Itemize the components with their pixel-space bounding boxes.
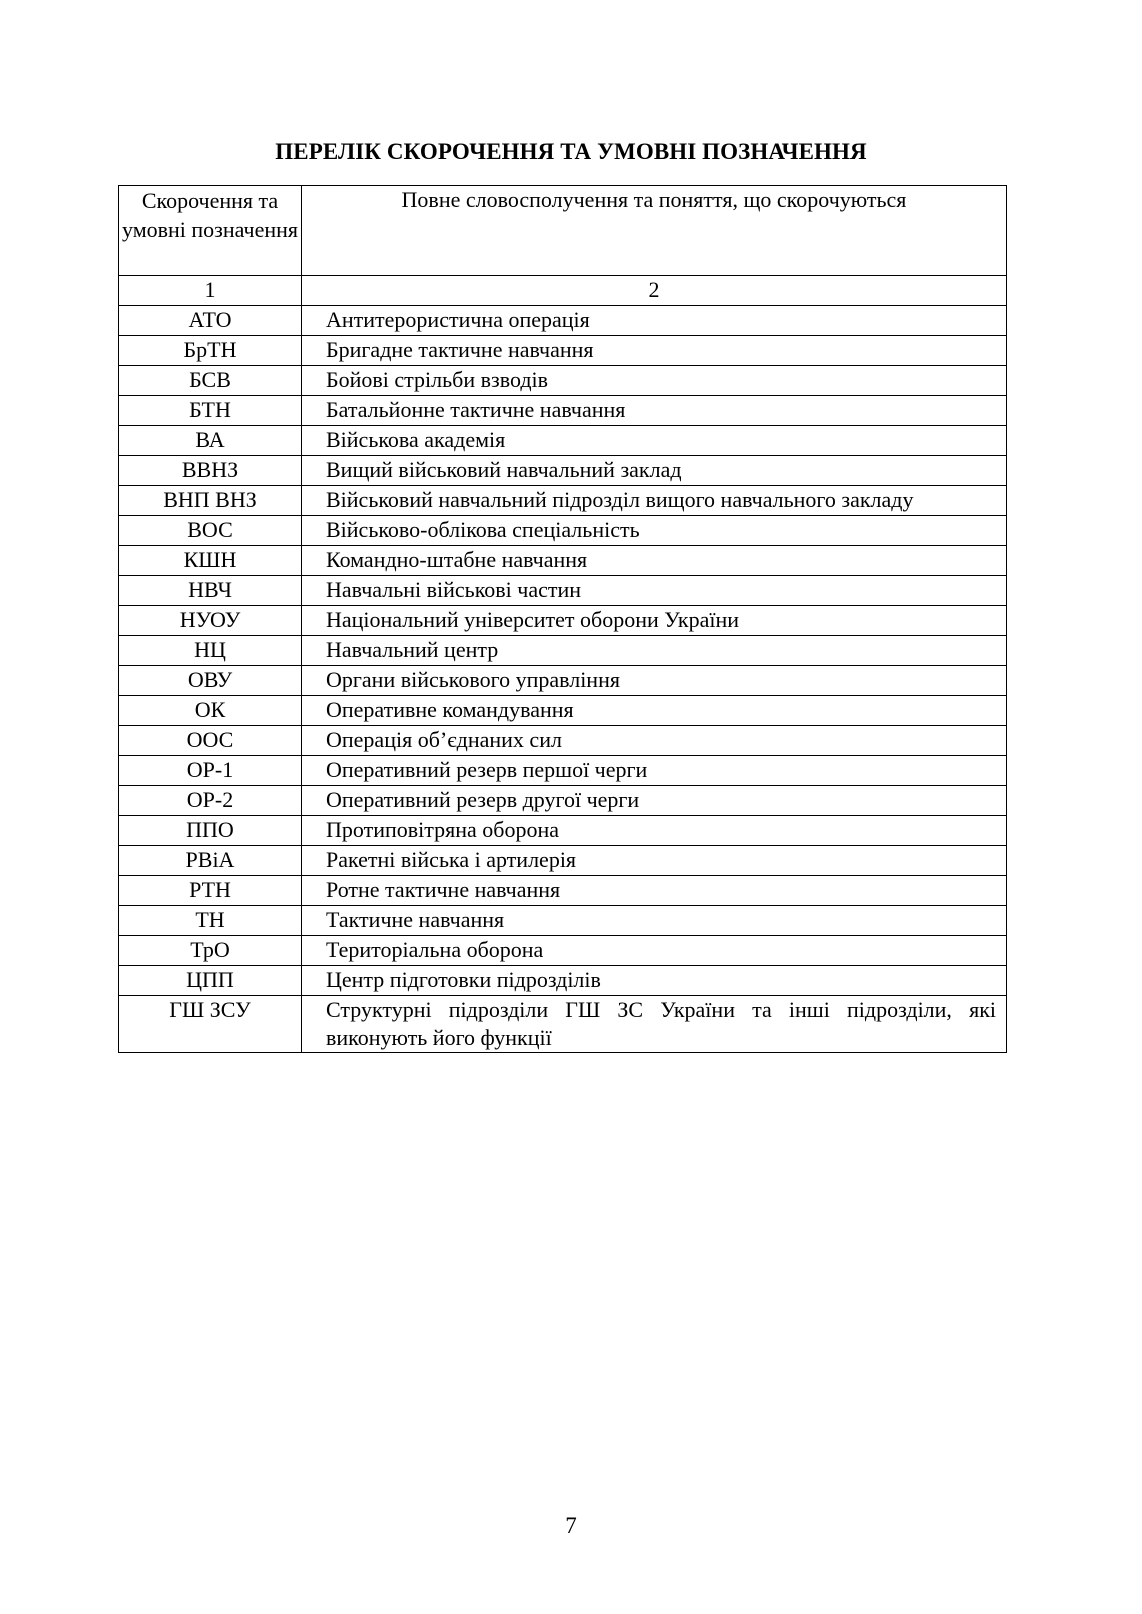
definition-cell: Центр підготовки підрозділів (302, 966, 1007, 996)
header-abbreviation: Скорочення та умовні позначення (119, 186, 302, 276)
definition-cell: Національний університет оборони України (302, 606, 1007, 636)
table-row (119, 936, 1007, 966)
abbreviation-cell: ВВНЗ (119, 456, 302, 486)
definition-cell: Органи військового управління (302, 666, 1007, 696)
table-row (119, 486, 1007, 516)
abbreviation-cell: ВНП ВНЗ (119, 486, 302, 516)
table-row (119, 546, 1007, 576)
abbreviation-cell: ВОС (119, 516, 302, 546)
table-row (119, 846, 1007, 876)
definition-cell: Навчальні військові частин (302, 576, 1007, 606)
table-row (119, 696, 1007, 726)
abbreviations-table (118, 185, 1007, 1053)
column-number-1: 1 (119, 276, 302, 306)
abbreviation-cell: БСВ (119, 366, 302, 396)
table-row (119, 456, 1007, 486)
abbreviation-cell: РВіА (119, 846, 302, 876)
abbreviation-cell: ТрО (119, 936, 302, 966)
abbreviation-cell: ВА (119, 426, 302, 456)
column-number-row (119, 276, 1007, 306)
definition-cell: Військова академія (302, 426, 1007, 456)
abbreviation-cell: ОК (119, 696, 302, 726)
abbreviation-cell: КШН (119, 546, 302, 576)
table-row (119, 966, 1007, 996)
definition-cell: Антитерористична операція (302, 306, 1007, 336)
abbreviation-cell: АТО (119, 306, 302, 336)
definition-cell: Оперативний резерв першої черги (302, 756, 1007, 786)
page-number: 7 (565, 1513, 577, 1538)
table-row (119, 996, 1007, 1053)
table-row (119, 726, 1007, 756)
table-row (119, 876, 1007, 906)
table-row (119, 636, 1007, 666)
definition-cell: Ротне тактичне навчання (302, 876, 1007, 906)
table-row (119, 606, 1007, 636)
definition-cell: Операція об’єднаних сил (302, 726, 1007, 756)
definition-cell: Оперативний резерв другої черги (302, 786, 1007, 816)
abbreviation-cell: РТН (119, 876, 302, 906)
abbreviation-cell: ООС (119, 726, 302, 756)
definition-cell: Оперативне командування (302, 696, 1007, 726)
definition-cell: Батальйонне тактичне навчання (302, 396, 1007, 426)
definition-cell: Структурні підрозділи ГШ ЗС України та інші підрозділи, які виконують його функції (302, 996, 1007, 1053)
table-row (119, 906, 1007, 936)
header-full-phrase: Повне словосполучення та поняття, що скорочуються (302, 186, 1007, 276)
table-row (119, 816, 1007, 846)
table-header-row (119, 186, 1007, 276)
abbreviation-cell: БрТН (119, 336, 302, 366)
column-number-2: 2 (302, 276, 1007, 306)
definition-cell: Бригадне тактичне навчання (302, 336, 1007, 366)
table-row (119, 306, 1007, 336)
abbreviation-cell: НУОУ (119, 606, 302, 636)
table-body (119, 186, 1007, 1053)
definition-cell: Вищий військовий навчальний заклад (302, 456, 1007, 486)
table-row (119, 786, 1007, 816)
definition-cell: Військово-облікова спеціальність (302, 516, 1007, 546)
definition-cell: Тактичне навчання (302, 906, 1007, 936)
abbreviation-cell: НВЧ (119, 576, 302, 606)
abbreviation-cell: ОР-1 (119, 756, 302, 786)
table-row (119, 396, 1007, 426)
definition-cell: Бойові стрільби взводів (302, 366, 1007, 396)
table-row (119, 336, 1007, 366)
definition-cell: Навчальний центр (302, 636, 1007, 666)
abbreviation-cell: ППО (119, 816, 302, 846)
abbreviation-cell: ГШ ЗСУ (119, 996, 302, 1053)
table-row (119, 366, 1007, 396)
abbreviation-cell: ТН (119, 906, 302, 936)
table-row (119, 426, 1007, 456)
abbreviation-cell: НЦ (119, 636, 302, 666)
table-row (119, 516, 1007, 546)
table-row (119, 666, 1007, 696)
table-row (119, 576, 1007, 606)
abbreviation-cell: ЦПП (119, 966, 302, 996)
definition-cell: Командно-штабне навчання (302, 546, 1007, 576)
definition-cell: Ракетні війська і артилерія (302, 846, 1007, 876)
definition-cell: Військовий навчальний підрозділ вищого навчального закладу (302, 486, 1007, 516)
abbreviation-cell: ОВУ (119, 666, 302, 696)
definition-cell: Територіальна оборона (302, 936, 1007, 966)
page-title: ПЕРЕЛІК СКОРОЧЕННЯ ТА УМОВНІ ПОЗНАЧЕННЯ (275, 139, 867, 164)
abbreviation-cell: ОР-2 (119, 786, 302, 816)
abbreviation-cell: БТН (119, 396, 302, 426)
definition-cell: Протиповітряна оборона (302, 816, 1007, 846)
table-row (119, 756, 1007, 786)
